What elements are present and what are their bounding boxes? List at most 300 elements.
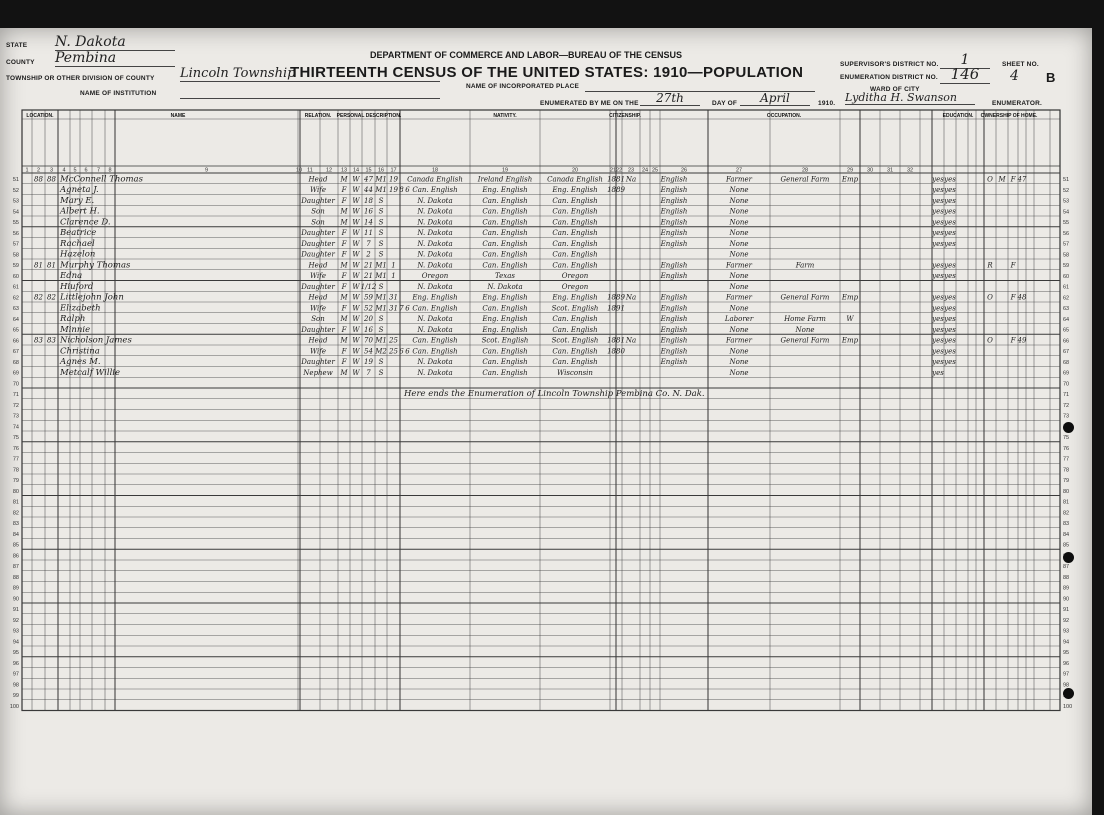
- line-number: 51: [12, 177, 19, 184]
- cell-immig: 1889: [607, 293, 625, 302]
- cell-write: yes: [944, 175, 956, 184]
- cell-mother_bp: Can. English: [552, 347, 598, 356]
- cell-name: Christina: [60, 346, 100, 357]
- cell-years: 1: [391, 272, 396, 281]
- cell-mother_bp: Can. English: [552, 325, 598, 334]
- cell-birthplace: Can. English: [412, 186, 458, 195]
- cell-children: 7: [399, 304, 404, 313]
- group-heading-relation: RELATION.: [304, 113, 332, 119]
- cell-language: English: [660, 207, 688, 216]
- line-number: 79: [12, 478, 19, 485]
- line-number: 55: [12, 220, 19, 227]
- cell-write: yes: [944, 196, 956, 205]
- cell-marital: S: [378, 368, 384, 377]
- cell-dwelling: 88: [34, 175, 43, 184]
- cell-years: 25: [389, 347, 398, 356]
- cell-write: yes: [944, 293, 956, 302]
- cell-race: W: [352, 315, 360, 324]
- line-number: 52: [1063, 187, 1070, 194]
- cell-language: English: [660, 272, 688, 281]
- cell-trade: None: [729, 368, 749, 377]
- cell-sex: F: [341, 239, 347, 248]
- cell-sex: M: [340, 336, 348, 345]
- cell-language: English: [660, 229, 688, 238]
- line-number: 98: [12, 682, 19, 689]
- line-number: 98: [1063, 682, 1070, 689]
- cell-name: Albert H.: [60, 206, 100, 217]
- line-number: 62: [12, 295, 19, 302]
- cell-sex: F: [341, 250, 347, 259]
- cell-mother_bp: Eng. English: [552, 186, 598, 195]
- cell-children: 6: [399, 347, 404, 356]
- cell-write: yes: [944, 239, 956, 248]
- cell-race: W: [352, 207, 360, 216]
- cell-age: 19: [364, 358, 373, 367]
- line-number: 96: [1063, 660, 1070, 667]
- cell-marital: S: [378, 239, 384, 248]
- cell-free: M: [998, 175, 1006, 184]
- cell-industry: None: [795, 325, 815, 334]
- line-number: 96: [12, 660, 19, 667]
- cell-trade: Farmer: [725, 175, 753, 184]
- line-number: 68: [1063, 359, 1070, 366]
- cell-father_bp: Can. English: [482, 196, 528, 205]
- cell-read: yes: [932, 239, 944, 248]
- cell-immig: 1889: [607, 186, 625, 195]
- cell-immig: 1891: [607, 304, 625, 313]
- group-heading-ownership: OWNERSHIP OF HOME.: [980, 113, 1038, 119]
- column-number: 15: [365, 167, 372, 174]
- cell-father_bp: Can. English: [482, 347, 528, 356]
- cell-sched: 48: [1017, 293, 1027, 302]
- line-number: 91: [1063, 607, 1070, 614]
- cell-farm: F: [1010, 175, 1016, 184]
- cell-father_bp: Can. English: [482, 218, 528, 227]
- line-number: 79: [1063, 478, 1070, 485]
- line-number: 84: [1063, 531, 1070, 538]
- cell-immig: 1880: [607, 347, 625, 356]
- cell-birthplace: N. Dakota: [417, 358, 453, 367]
- cell-race: W: [352, 239, 360, 248]
- cell-relation: Son: [311, 207, 325, 216]
- cell-years: 31: [389, 304, 398, 313]
- cell-relation: Daughter: [301, 229, 335, 238]
- line-number: 71: [1063, 392, 1070, 399]
- line-number: 87: [12, 564, 19, 571]
- cell-birthplace: Can. English: [412, 336, 458, 345]
- line-number: 81: [1063, 499, 1070, 506]
- line-number: 90: [12, 596, 19, 603]
- cell-father_bp: Can. English: [482, 358, 528, 367]
- cell-father_bp: Ireland English: [477, 175, 533, 184]
- line-number: 72: [1063, 402, 1070, 409]
- cell-write: yes: [944, 336, 956, 345]
- column-number: 26: [680, 167, 688, 174]
- cell-living: 6: [405, 186, 410, 195]
- cell-marital: S: [378, 196, 384, 205]
- group-heading-name: NAME: [170, 113, 186, 119]
- line-number: 73: [12, 413, 19, 420]
- cell-industry: General Farm: [780, 175, 830, 184]
- cell-language: English: [660, 304, 688, 313]
- cell-sex: F: [341, 196, 347, 205]
- cell-write: yes: [944, 261, 956, 270]
- cell-employ: Emp: [841, 336, 859, 345]
- cell-sched: 49: [1017, 336, 1027, 345]
- column-number: 30: [866, 167, 874, 174]
- cell-name: Metcalf Willie: [60, 367, 121, 378]
- cell-trade: None: [729, 347, 749, 356]
- enumerated-day: 27th: [640, 91, 700, 106]
- cell-relation: Son: [311, 218, 325, 227]
- line-number: 84: [12, 531, 19, 538]
- cell-mother_bp: Can. English: [552, 239, 598, 248]
- line-number: 62: [1063, 295, 1070, 302]
- cell-sex: M: [340, 293, 348, 302]
- line-number: 94: [1063, 639, 1070, 646]
- cell-relation: Head: [308, 175, 328, 184]
- cell-write: yes: [944, 325, 956, 334]
- day-of-label: DAY OF: [712, 100, 738, 107]
- cell-marital: M1: [375, 186, 387, 195]
- line-number: 67: [12, 349, 19, 356]
- line-number: 85: [12, 542, 19, 549]
- census-sheet: [0, 28, 1092, 815]
- cell-write: yes: [944, 272, 956, 281]
- cell-immig: 1881: [607, 336, 625, 345]
- cell-sex: M: [340, 315, 348, 324]
- cell-race: W: [352, 250, 360, 259]
- cell-language: English: [660, 186, 688, 195]
- cell-birthplace: Eng. English: [412, 293, 458, 302]
- cell-relation: Daughter: [301, 196, 335, 205]
- institution-label: NAME OF INSTITUTION: [80, 90, 157, 97]
- line-number: 69: [1063, 370, 1070, 377]
- line-number: 66: [12, 338, 19, 345]
- cell-father_bp: Texas: [495, 272, 515, 281]
- cell-read: yes: [932, 336, 944, 345]
- line-number: 85: [1063, 542, 1070, 549]
- line-number: 76: [12, 445, 19, 452]
- cell-age: 21: [364, 272, 373, 281]
- cell-birthplace: Canada English: [407, 175, 463, 184]
- cell-cit: Na: [625, 293, 637, 302]
- cell-write: yes: [944, 218, 956, 227]
- cell-relation: Head: [308, 293, 328, 302]
- line-number: 54: [12, 209, 19, 216]
- cell-write: yes: [944, 358, 956, 367]
- cell-language: English: [660, 175, 688, 184]
- enumerator-label: ENUMERATOR.: [992, 100, 1042, 107]
- enumerated-month: April: [740, 91, 810, 106]
- column-number: 6: [84, 167, 88, 174]
- cell-employ: Emp: [841, 293, 859, 302]
- cell-write: yes: [944, 186, 956, 195]
- cell-birthplace: N. Dakota: [417, 315, 453, 324]
- line-number: 97: [12, 671, 19, 678]
- line-number: 63: [1063, 306, 1070, 313]
- line-number: 65: [1063, 327, 1070, 334]
- column-number: 12: [325, 167, 333, 174]
- cell-sex: M: [340, 368, 348, 377]
- cell-marital: S: [378, 282, 384, 291]
- cell-father_bp: Can. English: [482, 239, 528, 248]
- cell-father_bp: Can. English: [482, 250, 528, 259]
- cell-trade: None: [729, 325, 749, 334]
- group-heading-citizenship: CITIZENSHIP.: [609, 113, 641, 119]
- cell-name: Ralph: [60, 314, 86, 325]
- cell-name: Minnie: [60, 324, 91, 335]
- cell-age: 7: [366, 368, 371, 377]
- line-number: 71: [12, 392, 19, 399]
- cell-mother_bp: Wisconsin: [557, 368, 593, 377]
- cell-trade: Farmer: [725, 293, 753, 302]
- line-number: 80: [12, 488, 19, 495]
- cell-marital: M1: [375, 175, 387, 184]
- cell-own: O: [987, 293, 993, 302]
- cell-birthplace: N. Dakota: [417, 325, 453, 334]
- column-number: 21: [609, 167, 617, 174]
- cell-dwelling: 83: [34, 336, 43, 345]
- line-number: 52: [12, 187, 19, 194]
- column-number: 24: [641, 167, 649, 174]
- cell-birthplace: N. Dakota: [417, 196, 453, 205]
- cell-marital: S: [378, 250, 384, 259]
- line-number: 82: [12, 510, 19, 517]
- cell-industry: Farm: [795, 261, 815, 270]
- cell-race: W: [352, 282, 360, 291]
- cell-trade: None: [729, 358, 749, 367]
- cell-years: 31: [389, 293, 398, 302]
- cell-trade: Farmer: [725, 336, 753, 345]
- cell-cit: Na: [625, 336, 637, 345]
- line-number: 61: [1063, 284, 1070, 291]
- cell-language: English: [660, 315, 688, 324]
- cell-sex: F: [341, 358, 347, 367]
- line-number: 99: [12, 693, 19, 700]
- line-number: 89: [1063, 585, 1070, 592]
- column-number: 29: [846, 167, 854, 174]
- cell-language: English: [660, 347, 688, 356]
- cell-mother_bp: Can. English: [552, 315, 598, 324]
- line-number: 70: [12, 381, 19, 388]
- column-number: 17: [390, 167, 397, 174]
- cell-age: 44: [364, 186, 373, 195]
- line-number: 73: [1063, 413, 1070, 420]
- cell-family: 81: [47, 261, 56, 270]
- column-number: 28: [801, 167, 809, 174]
- closing-note: Here ends the Enumeration of Lincoln Township Pembina Co. N. Dak.: [404, 389, 705, 400]
- line-number: 58: [12, 252, 19, 259]
- cell-industry: General Farm: [780, 336, 830, 345]
- line-number: 93: [12, 628, 19, 635]
- cell-living: 6: [405, 347, 410, 356]
- cell-read: yes: [932, 175, 944, 184]
- cell-race: W: [352, 358, 360, 367]
- cell-relation: Wife: [309, 347, 327, 356]
- cell-sex: F: [341, 282, 347, 291]
- line-number: 93: [1063, 628, 1070, 635]
- cell-relation: Daughter: [301, 325, 335, 334]
- line-number: 83: [12, 521, 19, 528]
- cell-dwelling: 81: [34, 261, 43, 270]
- line-number: 88: [12, 574, 19, 581]
- column-number: 14: [352, 167, 360, 174]
- line-number: 89: [12, 585, 19, 592]
- cell-relation: Wife: [309, 272, 327, 281]
- cell-sex: F: [341, 186, 347, 195]
- line-number: 60: [1063, 273, 1070, 280]
- census-title: THIRTEENTH CENSUS OF THE UNITED STATES: 1910—POPULATION: [290, 64, 804, 81]
- cell-read: yes: [932, 325, 944, 334]
- cell-immig: 1881: [607, 175, 625, 184]
- cell-marital: S: [378, 218, 384, 227]
- cell-marital: M2: [375, 347, 387, 356]
- cell-read: yes: [932, 196, 944, 205]
- cell-relation: Nephew: [303, 368, 333, 377]
- cell-age: 1/12: [360, 282, 377, 291]
- cell-sex: F: [341, 229, 347, 238]
- cell-birthplace: N. Dakota: [417, 261, 453, 270]
- cell-marital: M1: [375, 293, 387, 302]
- line-number: 88: [1063, 574, 1070, 581]
- cell-age: 16: [364, 325, 373, 334]
- cell-age: 70: [364, 336, 373, 345]
- cell-farm: F: [1010, 293, 1016, 302]
- cell-trade: None: [729, 239, 749, 248]
- cell-read: yes: [932, 315, 944, 324]
- township-value: Lincoln Township: [180, 66, 440, 82]
- cell-relation: Daughter: [301, 239, 335, 248]
- cell-relation: Head: [308, 261, 328, 270]
- column-number: 13: [340, 167, 348, 174]
- line-number: 82: [1063, 510, 1070, 517]
- department-heading: DEPARTMENT OF COMMERCE AND LABOR—BUREAU OF THE CENSUS: [370, 50, 682, 60]
- cell-family: 82: [47, 293, 56, 302]
- census-grid: [0, 28, 1092, 815]
- cell-read: yes: [932, 272, 944, 281]
- cell-relation: Daughter: [301, 250, 335, 259]
- cell-own: O: [987, 336, 993, 345]
- column-number: 31: [886, 167, 894, 174]
- cell-age: 59: [364, 293, 373, 302]
- state-label: STATE: [6, 42, 28, 49]
- cell-dwelling: 82: [34, 293, 43, 302]
- cell-age: 16: [364, 207, 373, 216]
- line-number: 80: [1063, 488, 1070, 495]
- cell-marital: S: [378, 207, 384, 216]
- cell-trade: Laborer: [724, 315, 754, 324]
- cell-relation: Wife: [309, 304, 327, 313]
- enumerator-name: Lyditha H. Swanson: [845, 91, 975, 105]
- line-number: 75: [12, 435, 19, 442]
- cell-read: yes: [932, 229, 944, 238]
- cell-birthplace: N. Dakota: [417, 282, 453, 291]
- line-number: 100: [9, 703, 19, 710]
- cell-sex: M: [340, 175, 348, 184]
- line-number: 66: [1063, 338, 1070, 345]
- sheet-value: 4: [1010, 68, 1019, 84]
- column-number: 32: [906, 167, 914, 174]
- cell-trade: None: [729, 196, 749, 205]
- cell-relation: Son: [311, 315, 325, 324]
- cell-race: W: [352, 261, 360, 270]
- cell-birthplace: N. Dakota: [417, 250, 453, 259]
- cell-name: Rachael: [60, 238, 95, 249]
- cell-trade: None: [729, 250, 749, 259]
- cell-employ: W: [846, 315, 854, 324]
- cell-name: Murphy Thomas: [60, 260, 131, 271]
- cell-sex: M: [340, 261, 348, 270]
- group-heading-occupation: OCCUPATION.: [766, 113, 802, 119]
- line-number: 55: [1063, 220, 1070, 227]
- cell-birthplace: Can. English: [412, 304, 458, 313]
- line-number: 57: [1063, 241, 1070, 248]
- line-number: 56: [1063, 230, 1070, 237]
- line-number: 95: [1063, 650, 1070, 657]
- cell-name: McConnell Thomas: [60, 174, 143, 185]
- ward-label: WARD OF CITY: [870, 86, 920, 93]
- cell-father_bp: Eng. English: [482, 315, 528, 324]
- sheet-letter: B: [1046, 70, 1056, 85]
- cell-father_bp: Can. English: [482, 304, 528, 313]
- cell-mother_bp: Oregon: [561, 282, 589, 291]
- column-number: 18: [431, 167, 439, 174]
- cell-age: 54: [364, 347, 373, 356]
- cell-relation: Daughter: [301, 358, 335, 367]
- cell-race: W: [352, 186, 360, 195]
- line-number: 76: [1063, 445, 1070, 452]
- cell-father_bp: Eng. English: [482, 186, 528, 195]
- cell-age: 21: [364, 261, 373, 270]
- cell-marital: M1: [375, 272, 387, 281]
- column-number: 16: [377, 167, 385, 174]
- cell-age: 14: [364, 218, 373, 227]
- column-number: 4: [62, 167, 66, 174]
- cell-years: 25: [389, 336, 398, 345]
- line-number: 68: [12, 359, 19, 366]
- line-number: 56: [12, 230, 19, 237]
- cell-sex: M: [340, 218, 348, 227]
- cell-age: 2: [366, 250, 371, 259]
- group-heading-nativity: NATIVITY.: [493, 113, 517, 119]
- cell-race: W: [352, 293, 360, 302]
- cell-trade: None: [729, 282, 749, 291]
- supervisor-value: 1: [940, 52, 990, 69]
- cell-father_bp: Can. English: [482, 368, 528, 377]
- cell-cit: Na: [625, 175, 637, 184]
- cell-write: yes: [944, 207, 956, 216]
- cell-mother_bp: Can. English: [552, 229, 598, 238]
- enumeration-value: 146: [940, 65, 990, 84]
- cell-mother_bp: Eng. English: [552, 293, 598, 302]
- cell-race: W: [352, 196, 360, 205]
- cell-father_bp: Scot. English: [481, 336, 529, 345]
- cell-marital: S: [378, 358, 384, 367]
- column-number: 3: [49, 167, 54, 174]
- column-number: 5: [73, 167, 77, 174]
- cell-age: 47: [364, 175, 373, 184]
- cell-birthplace: N. Dakota: [417, 239, 453, 248]
- column-number: 27: [735, 167, 743, 174]
- cell-race: W: [352, 368, 360, 377]
- line-number: 58: [1063, 252, 1070, 259]
- cell-read: yes: [932, 218, 944, 227]
- line-number: 54: [1063, 209, 1070, 216]
- cell-birthplace: N. Dakota: [417, 218, 453, 227]
- line-number: 60: [12, 273, 19, 280]
- cell-father_bp: Can. English: [482, 261, 528, 270]
